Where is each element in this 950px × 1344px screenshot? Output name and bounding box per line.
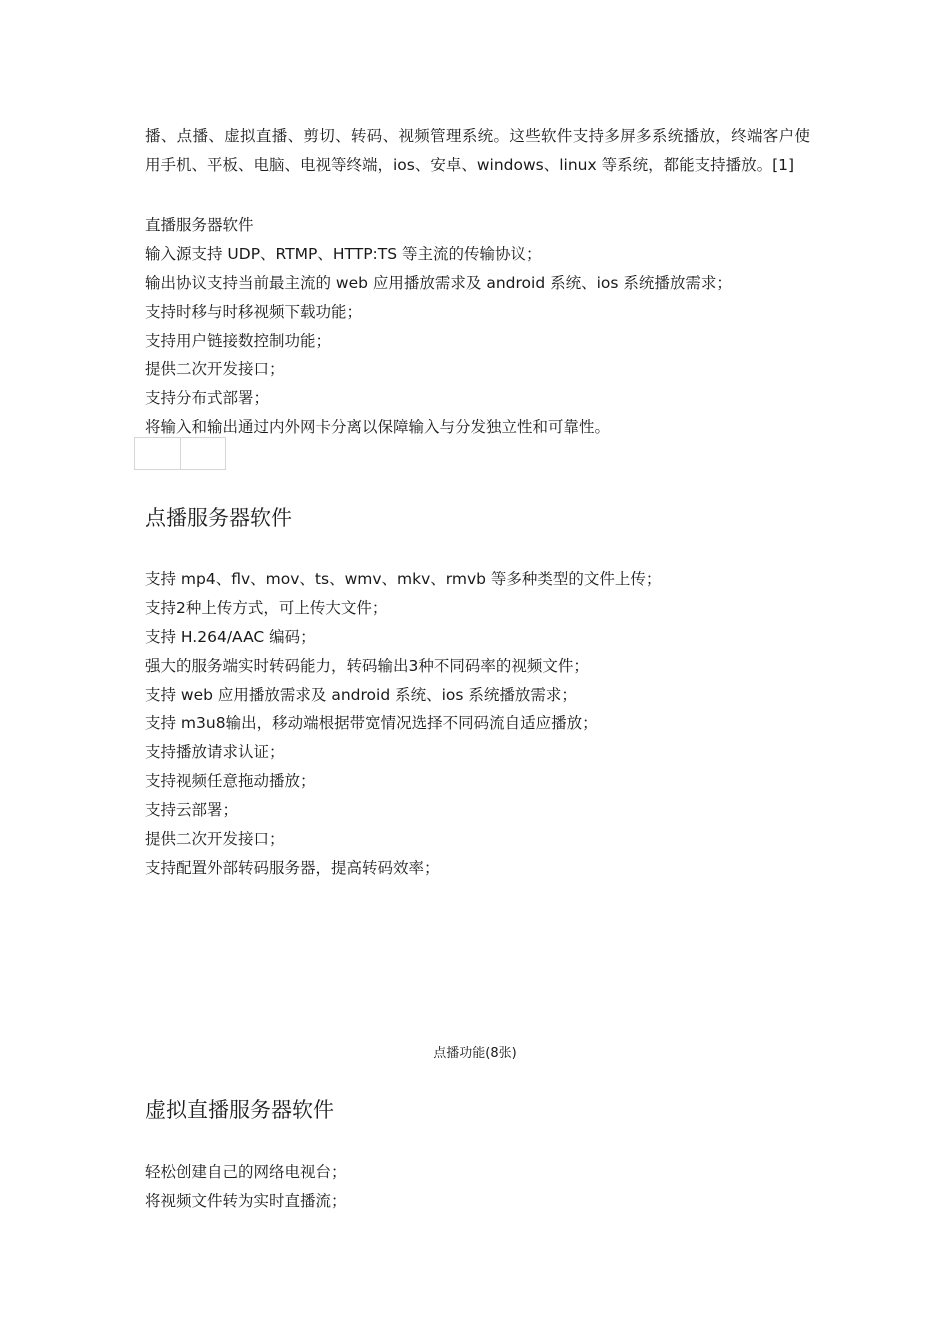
- vod-item: 支持 web 应用播放需求及 android 系统、ios 系统播放需求；: [145, 686, 577, 704]
- live-item: 将输入和输出通过内外网卡分离以保障输入与分发独立性和可靠性。: [145, 418, 611, 436]
- live-item: 输出协议支持当前最主流的 web 应用播放需求及 android 系统、ios 系统播放需求；: [145, 274, 732, 292]
- image-placeholder: [134, 437, 226, 470]
- virtual-item: 将视频文件转为实时直播流；: [145, 1192, 347, 1210]
- live-item: 支持分布式部署；: [145, 389, 270, 407]
- vod-item: 支持 mp4、flv、mov、ts、wmv、mkv、rmvb 等多种类型的文件上传；: [145, 570, 662, 588]
- vod-item: 支持云部署；: [145, 801, 239, 819]
- vod-item: 支持 H.264/AAC 编码；: [145, 628, 316, 646]
- image-placeholder-cell: [181, 437, 227, 470]
- vod-item: 支持 m3u8输出，移动端根据带宽情况选择不同码流自适应播放；: [145, 714, 598, 732]
- live-item: 支持时移与时移视频下载功能；: [145, 303, 363, 321]
- live-item: 提供二次开发接口；: [145, 360, 285, 378]
- vod-item: 提供二次开发接口；: [145, 830, 285, 848]
- live-section-title: 直播服务器软件: [145, 216, 254, 234]
- vod-item: 支持播放请求认证；: [145, 743, 285, 761]
- intro-paragraph: 播、点播、虚拟直播、剪切、转码、视频管理系统。这些软件支持多屏多系统播放，终端客户使用手机、平板、电脑、电视等终端，ios、安卓、windows、linux 等系统，都能支持播放。[1]: [145, 127, 810, 174]
- image-placeholder-cell: [134, 437, 181, 470]
- virtual-section-heading: 虚拟直播服务器软件: [145, 1098, 334, 1122]
- vod-item: 强大的服务端实时转码能力，转码输出3种不同码率的视频文件；: [145, 657, 589, 675]
- vod-item: 支持配置外部转码服务器，提高转码效率；: [145, 859, 440, 877]
- live-item: 支持用户链接数控制功能；: [145, 332, 332, 350]
- vod-section-heading: 点播服务器软件: [145, 506, 292, 530]
- vod-item: 支持视频任意拖动播放；: [145, 772, 316, 790]
- live-item: 输入源支持 UDP、RTMP、HTTP:TS 等主流的传输协议；: [145, 245, 542, 263]
- vod-item: 支持2种上传方式，可上传大文件；: [145, 599, 388, 617]
- virtual-item: 轻松创建自己的网络电视台；: [145, 1163, 347, 1181]
- gallery-caption[interactable]: 点播功能(8张): [433, 1046, 517, 1061]
